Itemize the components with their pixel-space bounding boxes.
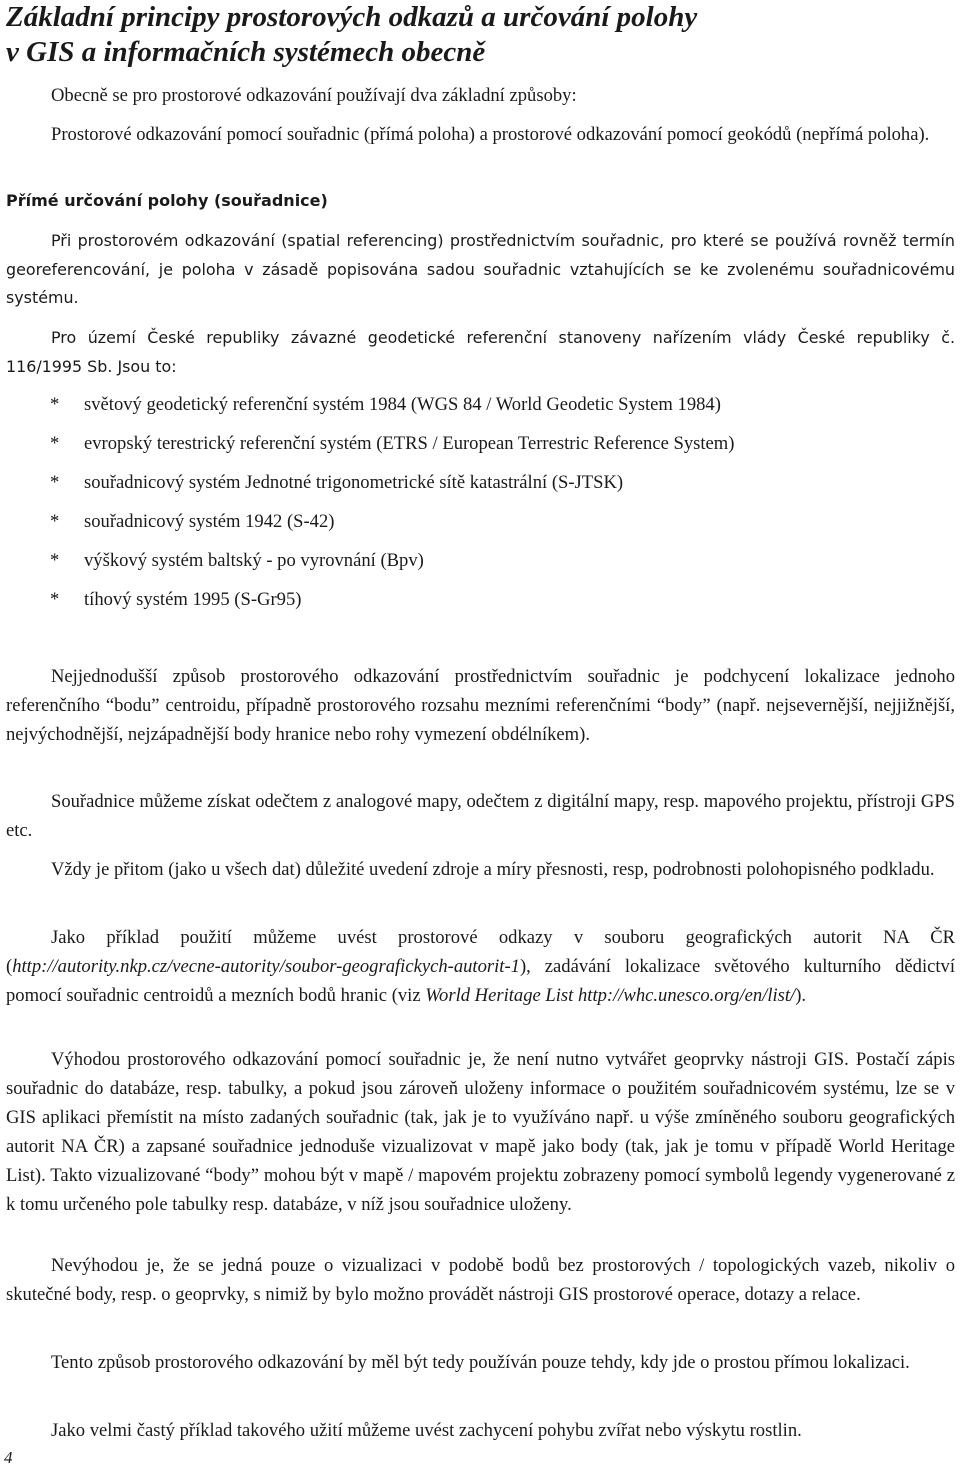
body-paragraph-7: Tento způsob prostorového odkazování by měl být tedy používán pouze tehdy, kdy jde o prostou přímou lokalizaci.	[51, 1352, 910, 1373]
list-item	[50, 507, 734, 546]
paragraph-text: ), zadávání lokalizace světového kulturního dědictví pomocí souřadnic centroidů a mezních bodů hranic (viz	[6, 956, 955, 1006]
intro-paragraph-1: Obecně se pro prostorové odkazování používají dva základní způsoby:	[51, 85, 577, 106]
body-paragraph-3: Vždy je přitom (jako u všech dat) důležité uvedení zdroje a míry přesnosti, resp, podrobnosti polohopisného podkladu.	[51, 859, 935, 880]
list-item-text: evropský terestrický referenční systém (ETRS / European Terrestric Reference System)	[84, 433, 735, 454]
list-item	[50, 546, 734, 585]
list-item	[50, 585, 734, 624]
paragraph-text: Jako příklad použití můžeme uvést prostorové odkazy v souboru geografických autorit NA ČR (	[6, 927, 955, 977]
section-heading: Přímé určování polohy (souřadnice)	[6, 191, 328, 210]
body-paragraph-2: Souřadnice můžeme získat odečtem z analogové mapy, odečtem z digitální mapy, resp. mapového projektu, přístroji GPS etc.	[6, 791, 955, 841]
body-paragraph-5: Výhodou prostorového odkazování pomocí souřadnic je, že není nutno vytvářet geoprvky nástroji GIS. Postačí zápis souřadnic do databáze, resp. tabulky, a pokud jsou zároveň uloženy informace o použitém souřadnicovém systému, lze se v GIS aplikaci přemístit na místo zadaných souřadnic (tak, jak je to využíváno např. u výše zmíněného souboru geografických autorit NA ČR) a zapsané souřadnice jednoduše vizualizovat v mapě jako body (tak, jak je tomu v případě World Heritage List). Takto vizualizované “body” mohou být v mapě / mapovém projektu zobrazeny pomocí symbolů legendy vygenerované z k tomu určeného pole tabulky resp. databáze, v níž jsou souřadnice uloženy.	[6, 1049, 955, 1215]
list-item-text: tíhový systém 1995 (S-Gr95)	[84, 589, 302, 610]
page-number: 4	[4, 1448, 13, 1467]
world-heritage-list-link[interactable]: World Heritage List http://whc.unesco.org/en/list/	[425, 985, 796, 1006]
bullet-star: *	[50, 433, 60, 454]
bullet-star: *	[50, 394, 60, 415]
body-paragraph-8: Jako velmi častý příklad takového užití můžeme uvést zachycení pohybu zvířat nebo výskytu rostlin.	[51, 1420, 802, 1441]
body-paragraph-6: Nevýhodou je, že se jedná pouze o vizualizaci v podobě bodů bez prostorových / topologických vazeb, nikoliv o skutečné body, resp. o geoprvky, s nimiž by bylo možno provádět nástroji GIS prostorové operace, dotazy a relace.	[6, 1255, 955, 1305]
title-line-2: v GIS a informačních systémech obecně	[6, 36, 486, 68]
section-paragraph-1: Při prostorovém odkazování (spatial referencing) prostřednictvím souřadnic, pro které se používá rovněž termín georeferencování, je poloha v zásadě popisována sadou souřadnic vztahujících se ke zvolenému souřadnicovému systému.	[6, 231, 955, 307]
bullet-star: *	[50, 472, 60, 493]
list-item-text: světový geodetický referenční systém 1984 (WGS 84 / World Geodetic System 1984)	[84, 394, 721, 415]
list-item	[50, 429, 734, 468]
paragraph-text: ).	[795, 985, 807, 1006]
list-item-text: souřadnicový systém 1942 (S-42)	[84, 511, 335, 532]
page-title	[6, 0, 956, 70]
title-line-1: Základní principy prostorových odkazů a určování polohy	[6, 1, 698, 33]
bullet-star: *	[50, 589, 60, 610]
list-item	[50, 390, 734, 429]
body-paragraph-1: Nejjednodušší způsob prostorového odkazování prostřednictvím souřadnic je podchycení lokalizace jednoho referenčního “bodu” centroidu, případně prostorového rozsahu mezními referenčními “body” (např. nejsevernější, nejjižnější, nejvýchodnější, nejzápadnější body hranice nebo rohy vymezení obdélníkem).	[6, 666, 955, 745]
bullet-star: *	[50, 511, 60, 532]
list-item-text: souřadnicový systém Jednotné trigonometrické sítě katastrální (S-JTSK)	[84, 472, 624, 493]
section-paragraph-2: Pro území České republiky závazné geodetické referenční stanoveny nařízením vlády České republiky č. 116/1995 Sb. Jsou to:	[6, 328, 955, 376]
geographic-authorities-link[interactable]: http://autority.nkp.cz/vecne-autority/soubor-geografickych-autorit-1	[12, 956, 520, 977]
list-item	[50, 468, 734, 507]
intro-paragraph-2: Prostorové odkazování pomocí souřadnic (přímá poloha) a prostorové odkazování pomocí geokódů (nepřímá poloha).	[51, 124, 930, 145]
list-item-text: výškový systém baltský - po vyrovnání (Bpv)	[84, 550, 424, 571]
reference-systems-list	[50, 390, 734, 624]
body-paragraph-4	[6, 923, 955, 1010]
bullet-star: *	[50, 550, 60, 571]
